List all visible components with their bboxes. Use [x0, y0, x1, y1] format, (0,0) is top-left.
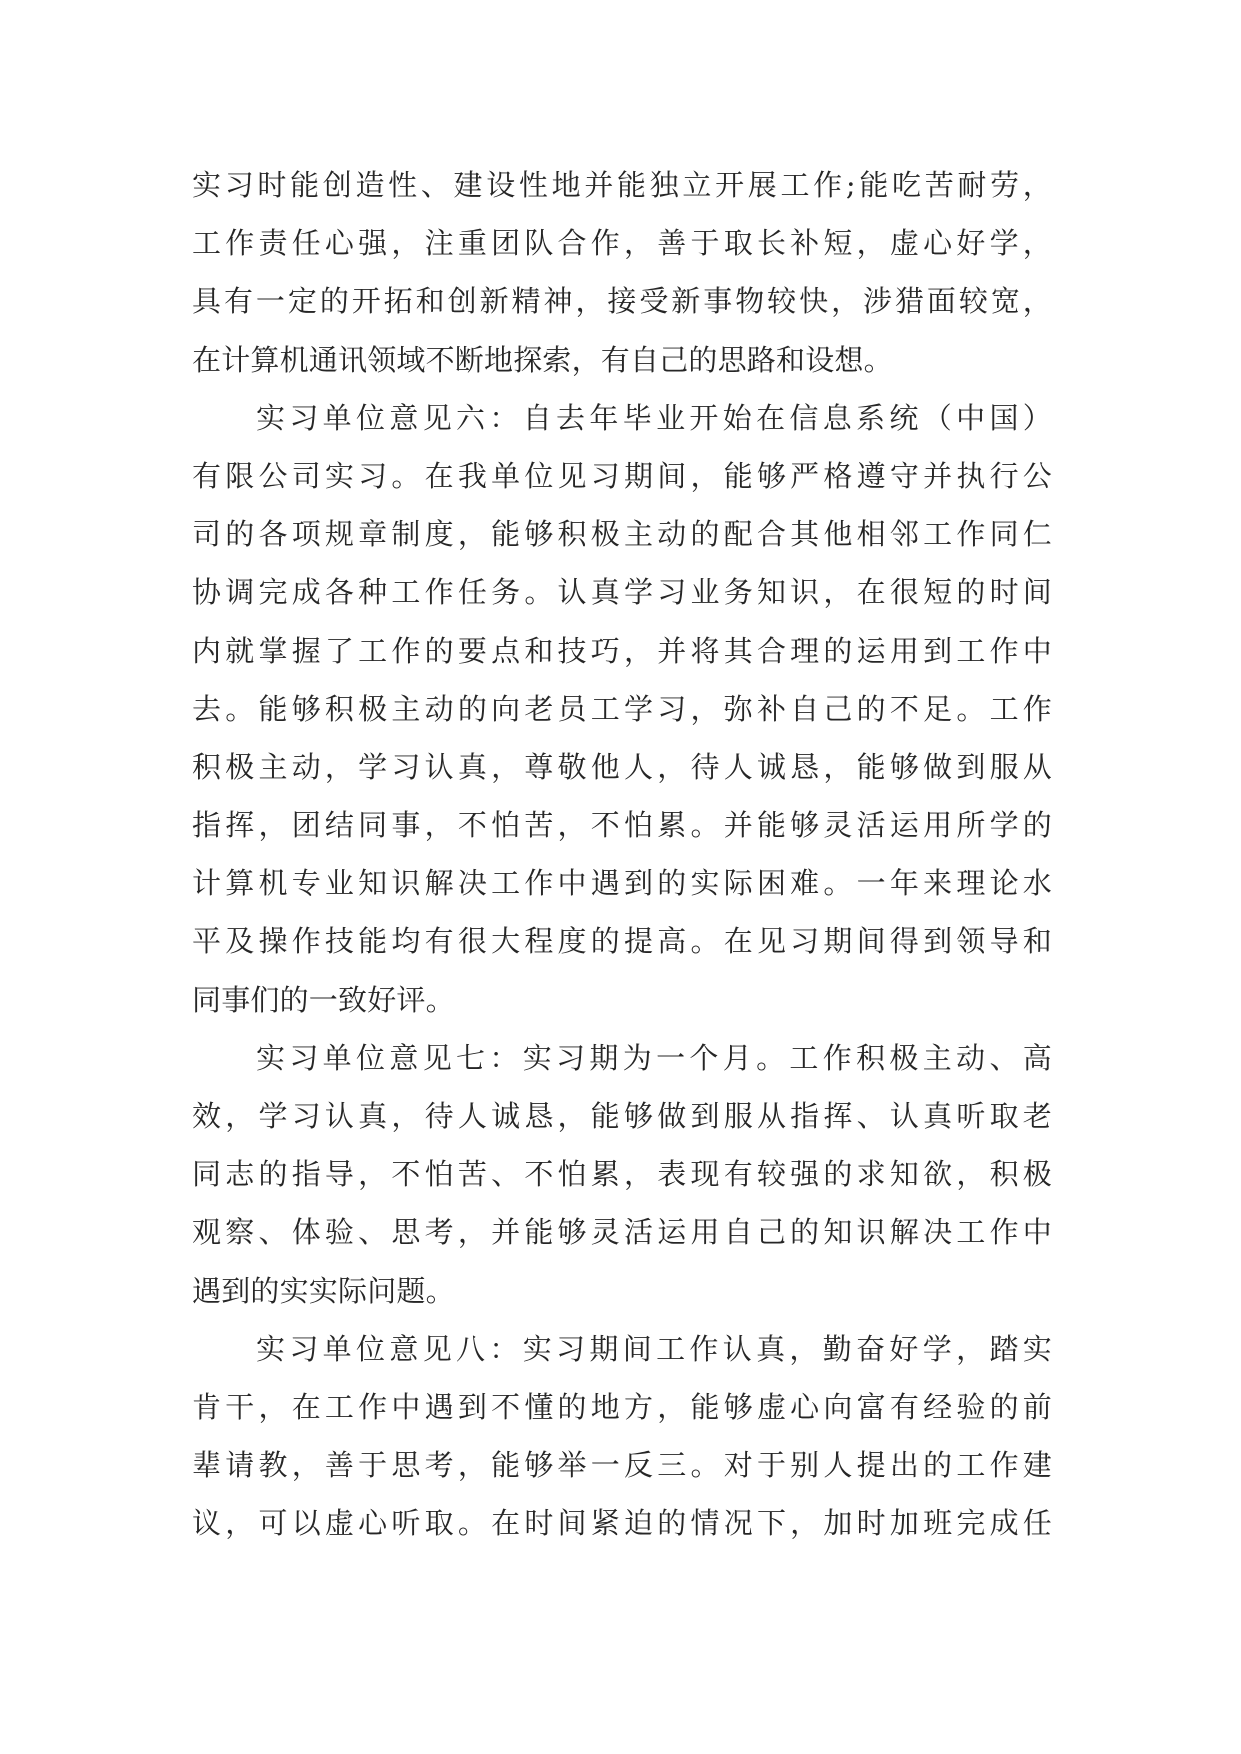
text-line: 辈请教，善于思考，能够举一反三。对于别人提出的工作建 [192, 1448, 1052, 1483]
text-line: 同志的指导，不怕苦、不怕累，表现有较强的求知欲，积极 [192, 1157, 1052, 1192]
paragraph-start-line: 实习单位意见七：实习期为一个月。工作积极主动、高 [256, 1040, 1052, 1075]
paragraph-start-line: 实习单位意见八：实习期间工作认真，勤奋好学，踏实 [256, 1331, 1052, 1366]
text-line: 去。能够积极主动的向老员工学习，弥补自己的不足。工作 [192, 691, 1052, 726]
text-line: 效，学习认真，待人诚恳，能够做到服从指挥、认真听取老 [192, 1099, 1052, 1133]
text-line: 同事们的一致好评。 [192, 982, 455, 1017]
text-line: 议，可以虚心听取。在时间紧迫的情况下，加时加班完成任 [192, 1506, 1052, 1541]
text-line: 在计算机通讯领域不断地探索，有自己的思路和设想。 [192, 342, 893, 377]
text-line: 协调完成各种工作任务。认真学习业务知识，在很短的时间 [192, 575, 1052, 610]
text-line: 计算机专业知识解决工作中遇到的实际困难。一年来理论水 [192, 866, 1052, 901]
text-line: 积极主动，学习认真，尊敬他人，待人诚恳，能够做到服从 [192, 749, 1052, 784]
text-line: 司的各项规章制度，能够积极主动的配合其他相邻工作同仁 [192, 517, 1052, 552]
text-line: 平及操作技能均有很大程度的提高。在见习期间得到领导和 [192, 924, 1052, 959]
document-page [192, 156, 1052, 1553]
text-line: 观察、体验、思考，并能够灵活运用自己的知识解决工作中 [192, 1215, 1052, 1250]
text-line: 具有一定的开拓和创新精神，接受新事物较快，涉猎面较宽， [192, 284, 1052, 319]
paragraph-start-line: 实习单位意见六：自去年毕业开始在信息系统（中国） [256, 400, 1052, 435]
text-line: 遇到的实实际问题。 [192, 1273, 455, 1308]
text-line: 指挥，团结同事，不怕苦，不怕累。并能够灵活运用所学的 [192, 808, 1052, 843]
text-line: 有限公司实习。在我单位见习期间，能够严格遵守并执行公 [192, 458, 1052, 493]
text-line: 肯干，在工作中遇到不懂的地方，能够虚心向富有经验的前 [192, 1389, 1052, 1424]
text-line: 工作责任心强，注重团队合作，善于取长补短，虚心好学， [192, 226, 1052, 261]
text-line: 实习时能创造性、建设性地并能独立开展工作;能吃苦耐劳， [192, 168, 1052, 202]
text-line: 内就掌握了工作的要点和技巧，并将其合理的运用到工作中 [192, 633, 1052, 668]
